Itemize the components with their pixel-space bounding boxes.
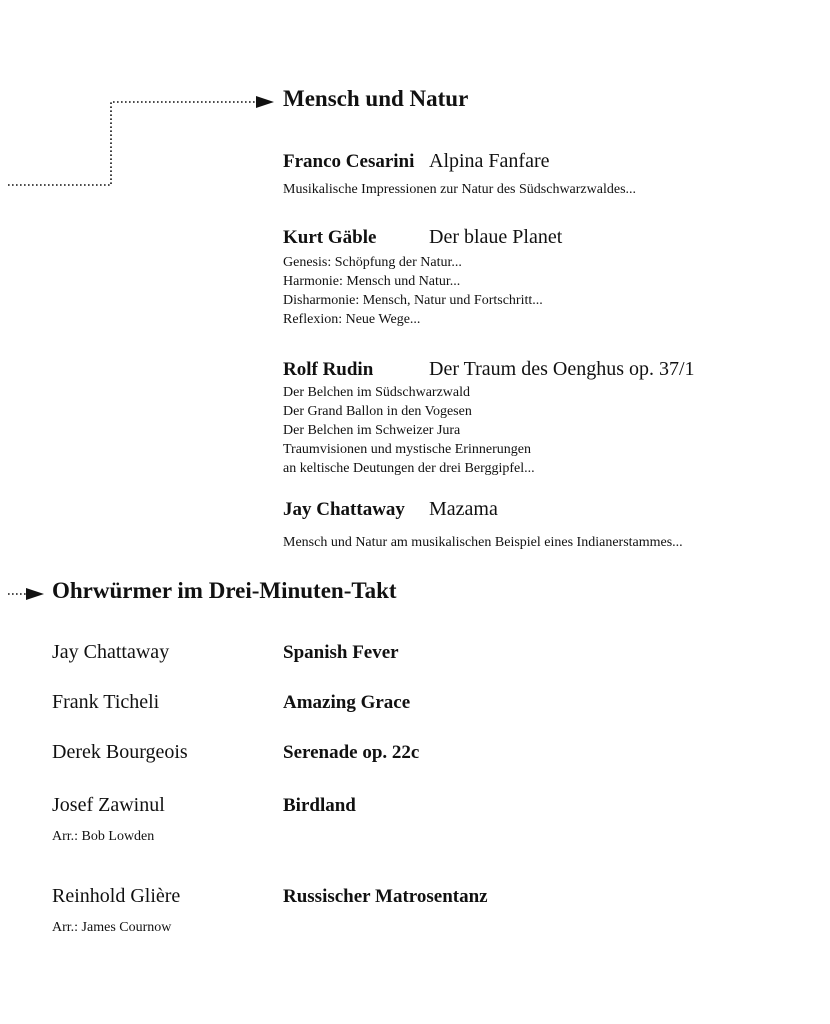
composer-name: Josef Zawinul	[52, 794, 165, 816]
section-heading-mensch-und-natur: Mensch und Natur	[283, 86, 469, 111]
arranger-credit: Arr.: Bob Lowden	[52, 829, 155, 844]
connector-line-section1	[0, 96, 270, 191]
description-line: Reflexion: Neue Wege...	[283, 312, 421, 327]
description-line: Der Grand Ballon in den Vogesen	[283, 404, 472, 419]
description-line: Traumvisionen und mystische Erinnerungen	[283, 442, 531, 457]
composer-name: Kurt Gäble	[283, 227, 377, 248]
section-heading-ohrwuermer: Ohrwürmer im Drei-Minuten-Takt	[52, 578, 397, 603]
work-title: Amazing Grace	[283, 692, 411, 713]
composer-name: Rolf Rudin	[283, 359, 374, 380]
description-line: Disharmonie: Mensch, Natur und Fortschritt...	[283, 293, 543, 308]
work-description	[283, 253, 543, 329]
work-title: Mazama	[429, 498, 498, 520]
description-line: Musikalische Impressionen zur Natur des Südschwarzwaldes...	[283, 182, 637, 197]
description-line: Harmonie: Mensch und Natur...	[283, 274, 461, 289]
description-line: Der Belchen im Schweizer Jura	[283, 423, 461, 438]
arrow-icon-section1	[256, 96, 274, 108]
work-description	[283, 180, 636, 199]
work-description	[283, 533, 683, 552]
composer-name: Jay Chattaway	[52, 641, 170, 663]
composer-name: Frank Ticheli	[52, 691, 160, 713]
work-title: Birdland	[283, 795, 356, 816]
composer-name: Jay Chattaway	[283, 499, 405, 520]
work-title: Russischer Matrosentanz	[283, 886, 488, 907]
work-title: Spanish Fever	[283, 642, 399, 663]
description-line: Genesis: Schöpfung der Natur...	[283, 255, 462, 270]
work-title: Alpina Fanfare	[429, 150, 550, 172]
description-line: Der Belchen im Südschwarzwald	[283, 385, 470, 400]
arranger-credit: Arr.: James Cournow	[52, 920, 172, 935]
description-line: an keltische Deutungen der drei Berggipfel...	[283, 461, 535, 476]
composer-name: Derek Bourgeois	[52, 741, 188, 763]
composer-name: Franco Cesarini	[283, 151, 415, 172]
work-title: Der blaue Planet	[429, 226, 563, 248]
work-title: Serenade op. 22c	[283, 742, 420, 763]
composer-name: Reinhold Glière	[52, 885, 181, 907]
arrow-icon-section2	[26, 588, 44, 600]
description-line: Mensch und Natur am musikalischen Beispiel eines Indianerstammes...	[283, 535, 683, 550]
work-description	[283, 383, 535, 478]
work-title: Der Traum des Oenghus op. 37/1	[429, 358, 695, 380]
